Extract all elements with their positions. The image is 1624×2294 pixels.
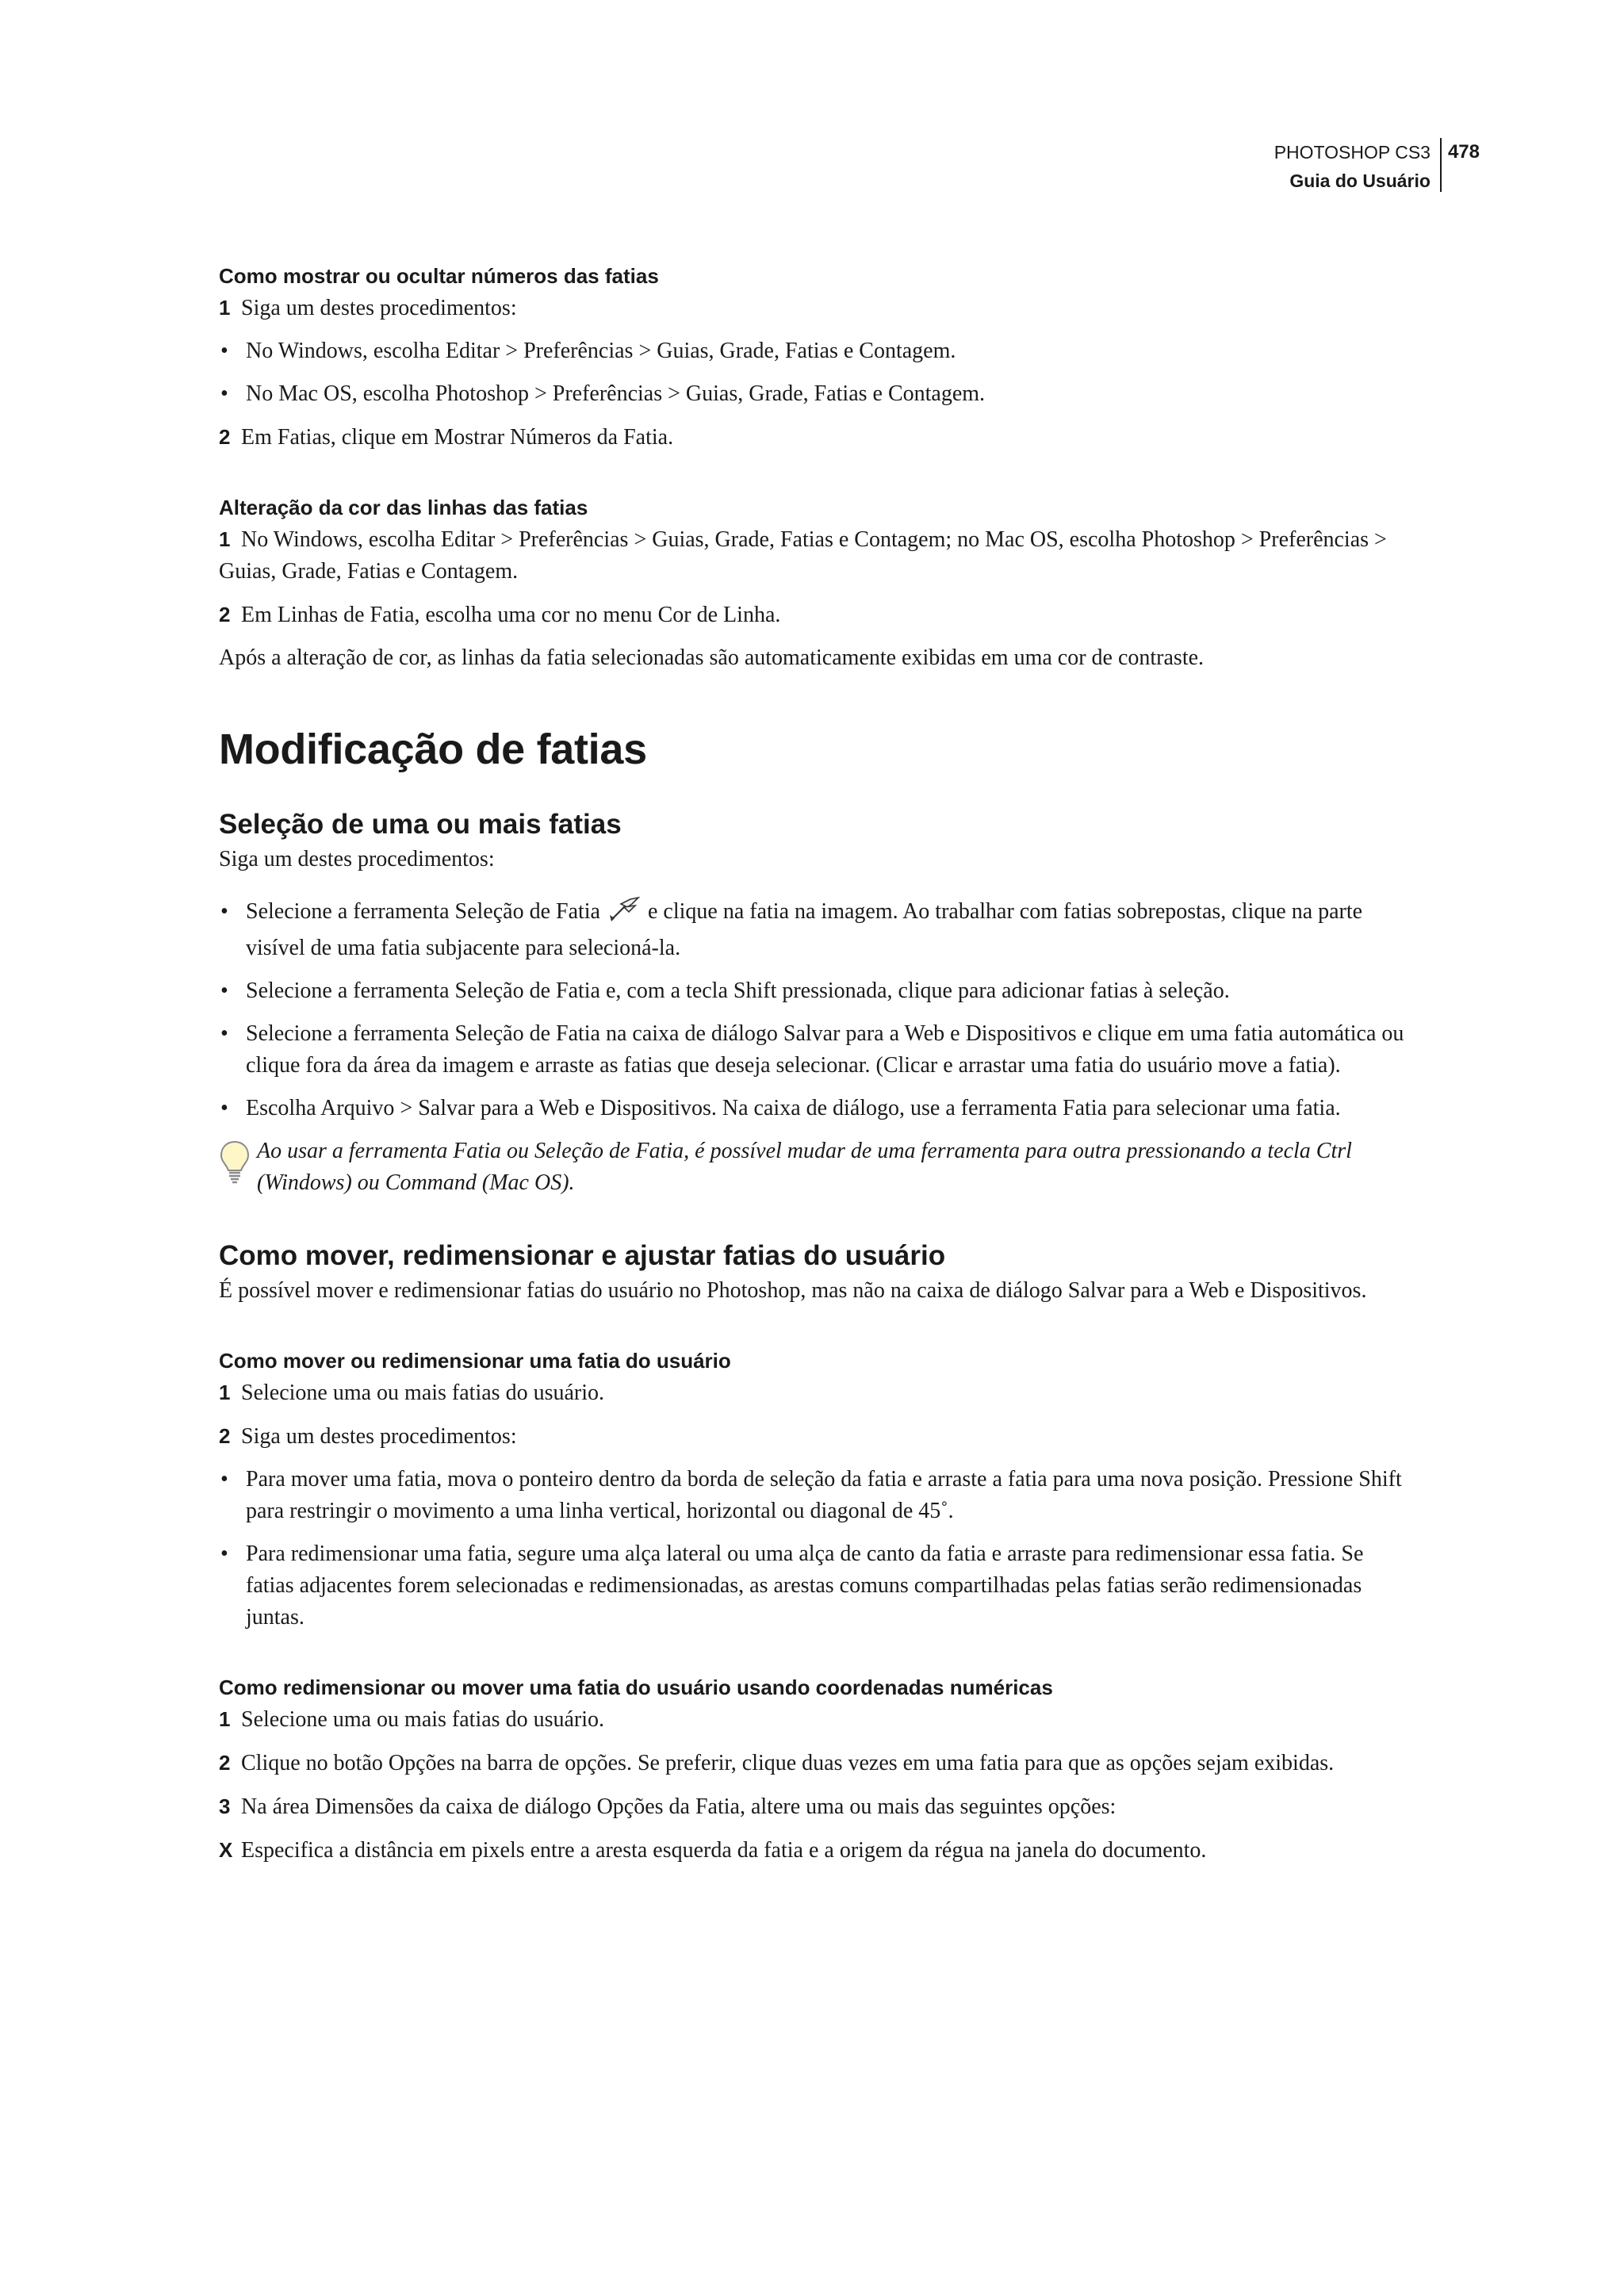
page-number: 478	[1447, 141, 1480, 163]
bullet-icon: •	[220, 1467, 228, 1492]
bullet-item	[219, 1018, 1408, 1082]
heading-move-resize-adjust: Como mover, redimensionar e ajustar fatias do usuário	[219, 1240, 946, 1271]
bullet-item	[219, 378, 1408, 410]
heading-change-line-color: Alteração da cor das linhas das fatias	[219, 496, 588, 519]
option-term: X	[219, 1838, 233, 1862]
step-text: Siga um destes procedimentos:	[241, 296, 517, 320]
bullet-item	[219, 896, 1408, 964]
bullet-item	[219, 1093, 1408, 1124]
paragraph: Após a alteração de cor, as linhas da fatia selecionadas são automaticamente exibidas em uma cor de contraste.	[219, 645, 1205, 670]
heading-numeric-coordinates: Como redimensionar ou mover uma fatia do usuário usando coordenadas numéricas	[219, 1676, 1053, 1699]
step-item	[219, 1377, 1408, 1409]
step-text: Selecione uma ou mais fatias do usuário.	[241, 1381, 604, 1405]
step-text: Em Linhas de Fatia, escolha uma cor no menu Cor de Linha.	[241, 603, 781, 627]
bullet-icon: •	[220, 339, 228, 363]
step-number: 1	[219, 1707, 231, 1731]
step-number: 1	[219, 1381, 231, 1404]
step-item	[219, 421, 1408, 454]
step-number: 1	[219, 296, 231, 320]
bullet-text: Selecione a ferramenta Seleção de Fatia na caixa de diálogo Salvar para a Web e Dispositivos e clique em uma fatia automática ou clique fora da área da imagem e arraste as fatias que deseja selecionar. (Clicar e arrastar uma fatia do usuário move a fatia).	[246, 1021, 1404, 1078]
header-subtitle: Guia do Usuário	[1289, 170, 1431, 191]
bullet-text: No Windows, escolha Editar > Preferências > Guias, Grade, Fatias e Contagem.	[246, 339, 956, 363]
step-number: 2	[219, 425, 231, 449]
heading-move-resize-slice: Como mover ou redimensionar uma fatia do usuário	[219, 1349, 731, 1373]
option-definition	[219, 1834, 1408, 1867]
bullet-item	[219, 1538, 1408, 1633]
bullet-item	[219, 975, 1408, 1007]
bullet-icon: •	[220, 1021, 228, 1046]
slice-select-tool-icon	[607, 896, 642, 933]
step-text: Na área Dimensões da caixa de diálogo Opções da Fatia, altere uma ou mais das seguintes opções:	[241, 1794, 1116, 1819]
bullet-text: No Mac OS, escolha Photoshop > Preferências > Guias, Grade, Fatias e Contagem.	[246, 381, 986, 406]
step-item	[219, 599, 1408, 631]
paragraph: Siga um destes procedimentos:	[219, 847, 495, 871]
heading-show-slice-numbers: Como mostrar ou ocultar números das fatias	[219, 264, 659, 288]
tip-text: Ao usar a ferramenta Fatia ou Seleção de Fatia, é possível mudar de uma ferramenta para outra pressionando a tecla Ctrl (Windows) ou Command (Mac OS).	[257, 1139, 1352, 1195]
step-text: Clique no botão Opções na barra de opções. Se preferir, clique duas vezes em uma fatia para que as opções sejam exibidas.	[241, 1751, 1335, 1775]
bullet-icon: •	[220, 899, 228, 924]
step-item	[219, 1420, 1408, 1453]
step-text: Siga um destes procedimentos:	[241, 1424, 517, 1449]
bullet-icon: •	[220, 381, 228, 406]
bullet-text: Para mover uma fatia, mova o ponteiro dentro da borda de seleção da fatia e arraste a fatia para uma nova posição. Pressione Shift para restringir o movimento a uma linha vertical, horizontal ou diagonal de 45˚.	[246, 1467, 1402, 1523]
step-number: 2	[219, 603, 231, 626]
header-product: PHOTOSHOP CS3	[1274, 142, 1431, 163]
bullet-text: Selecione a ferramenta Seleção de Fatia e, com a tecla Shift pressionada, clique para adicionar fatias à seleção.	[246, 978, 1230, 1003]
bullet-icon: •	[220, 1096, 228, 1120]
step-item	[219, 1747, 1408, 1779]
step-text: Selecione uma ou mais fatias do usuário.	[241, 1707, 604, 1732]
bullet-text: Para redimensionar uma fatia, segure uma alça lateral ou uma alça de canto da fatia e arraste para redimensionar essa fatia. Se fatias adjacentes forem selecionadas e redimensionadas, as arestas comuns compartilhadas pelas fatias serão redimensionadas juntas.	[246, 1541, 1364, 1630]
header-text	[1274, 138, 1440, 195]
bullet-item	[219, 1464, 1408, 1527]
bullet-text: Selecione a ferramenta Seleção de Fatia	[246, 899, 600, 924]
page-header	[1274, 138, 1480, 195]
paragraph: É possível mover e redimensionar fatias do usuário no Photoshop, mas não na caixa de diálogo Salvar para a Web e Dispositivos.	[219, 1278, 1367, 1303]
step-item	[219, 1790, 1408, 1823]
step-number: 2	[219, 1751, 231, 1775]
step-text: Em Fatias, clique em Mostrar Números da Fatia.	[241, 425, 674, 450]
step-number: 3	[219, 1794, 231, 1818]
page-content	[219, 260, 1408, 1867]
option-description: Especifica a distância em pixels entre a aresta esquerda da fatia e a origem da régua na janela do documento.	[241, 1838, 1207, 1863]
tip-box	[219, 1136, 1408, 1199]
step-item	[219, 523, 1408, 588]
bullet-text: Escolha Arquivo > Salvar para a Web e Dispositivos. Na caixa de diálogo, use a ferramenta Fatia para selecionar uma fatia.	[246, 1096, 1341, 1120]
main-title: Modificação de fatias	[219, 726, 647, 773]
step-number: 2	[219, 1424, 231, 1448]
lightbulb-icon	[219, 1136, 257, 1189]
heading-select-slices: Seleção de uma ou mais fatias	[219, 809, 622, 840]
bullet-icon: •	[220, 978, 228, 1003]
bullet-item	[219, 335, 1408, 367]
step-item	[219, 1703, 1408, 1736]
step-text: No Windows, escolha Editar > Preferências > Guias, Grade, Fatias e Contagem; no Mac OS, escolha Photoshop > Preferências > Guias, Grade, Fatias e Contagem.	[219, 527, 1387, 584]
bullet-text: e clique na fatia na imagem. Ao trabalhar com fatias sobrepostas, clique na parte visível de uma fatia subjacente para selecioná-la.	[246, 899, 1363, 960]
bullet-icon: •	[220, 1541, 228, 1566]
step-number: 1	[219, 527, 231, 551]
step-item	[219, 292, 1408, 324]
